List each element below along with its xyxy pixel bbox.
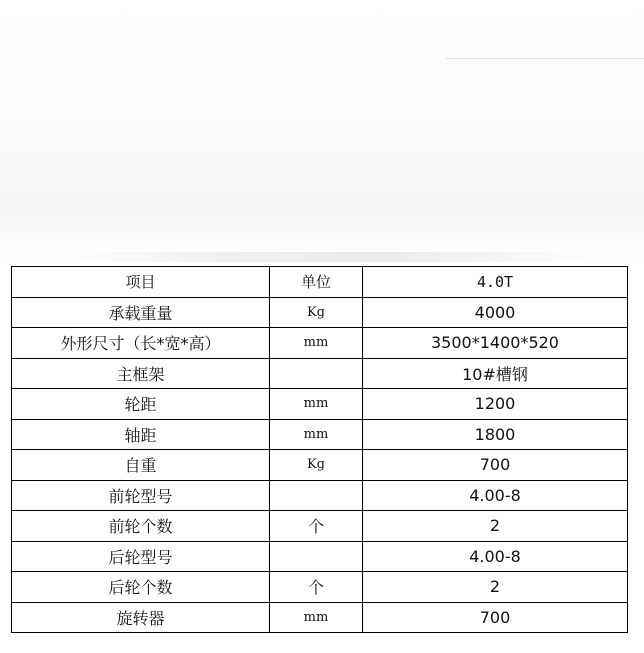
table-header-row xyxy=(12,267,628,298)
unit-cell xyxy=(270,480,363,511)
value-cell: 4.00-8 xyxy=(363,480,628,511)
value-cell: 4.00-8 xyxy=(363,541,628,572)
unit-cell: Kg xyxy=(270,297,363,328)
item-cell: 外形尺寸（长*宽*高） xyxy=(12,328,270,359)
item-cell: 主框架 xyxy=(12,358,270,389)
value-cell: 1800 xyxy=(363,419,628,450)
value-cell: 10#槽钢 xyxy=(363,358,628,389)
unit-cell xyxy=(270,358,363,389)
unit-cell: mm xyxy=(270,328,363,359)
value-cell: 2 xyxy=(363,572,628,603)
table-row xyxy=(12,419,628,450)
unit-cell: mm xyxy=(270,389,363,420)
table-row xyxy=(12,511,628,542)
spec-table xyxy=(11,266,628,633)
header-item-cell: 项目 xyxy=(12,267,270,298)
unit-cell: mm xyxy=(270,419,363,450)
unit-cell: mm xyxy=(270,602,363,633)
unit-cell: 个 xyxy=(270,572,363,603)
item-cell: 前轮型号 xyxy=(12,480,270,511)
value-cell: 700 xyxy=(363,602,628,633)
item-cell: 后轮个数 xyxy=(12,572,270,603)
table-row xyxy=(12,541,628,572)
table-row xyxy=(12,328,628,359)
item-cell: 前轮个数 xyxy=(12,511,270,542)
table-row xyxy=(12,297,628,328)
table-row xyxy=(12,572,628,603)
value-cell: 4000 xyxy=(363,297,628,328)
item-cell: 轮距 xyxy=(12,389,270,420)
table-row xyxy=(12,602,628,633)
unit-cell xyxy=(270,541,363,572)
table-row xyxy=(12,450,628,481)
unit-cell: 个 xyxy=(270,511,363,542)
table-row xyxy=(12,480,628,511)
value-cell: 2 xyxy=(363,511,628,542)
cropped-text-remnant xyxy=(60,252,600,262)
item-cell: 后轮型号 xyxy=(12,541,270,572)
item-cell: 承载重量 xyxy=(12,297,270,328)
table-row xyxy=(12,358,628,389)
top-divider-line xyxy=(445,58,644,59)
top-shading xyxy=(0,0,644,262)
unit-cell: Kg xyxy=(270,450,363,481)
value-cell: 700 xyxy=(363,450,628,481)
header-value-cell: 4.0T xyxy=(363,267,628,298)
blank-top-area xyxy=(0,0,644,262)
value-cell: 1200 xyxy=(363,389,628,420)
item-cell: 轴距 xyxy=(12,419,270,450)
value-cell: 3500*1400*520 xyxy=(363,328,628,359)
item-cell: 旋转器 xyxy=(12,602,270,633)
header-unit-cell: 单位 xyxy=(270,267,363,298)
item-cell: 自重 xyxy=(12,450,270,481)
table-row xyxy=(12,389,628,420)
